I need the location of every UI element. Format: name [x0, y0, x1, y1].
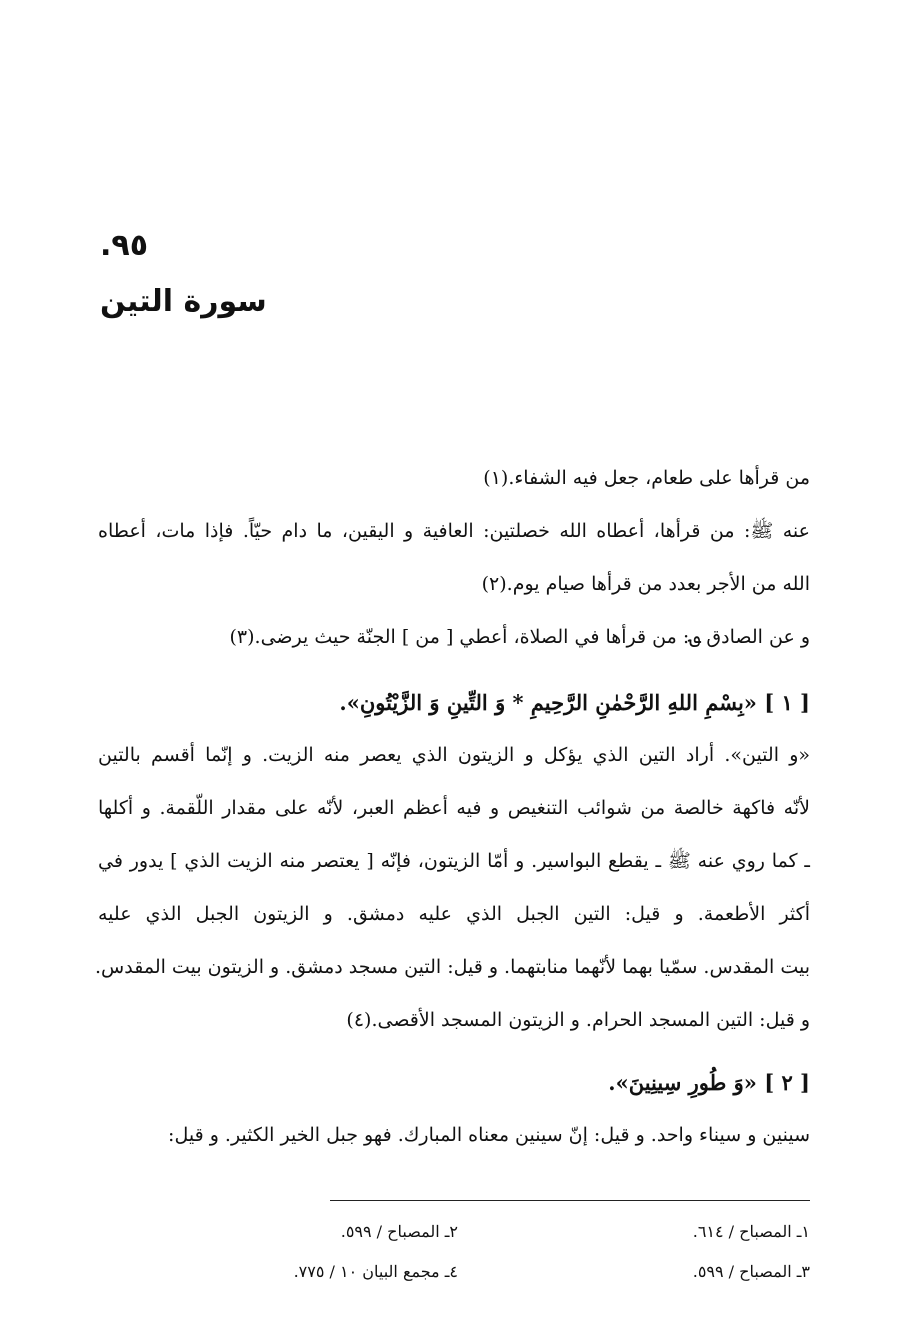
footnote-1: ١ـ المصباح / ٦١٤. — [692, 1222, 810, 1241]
commentary-line: «و التين». أراد التين الذي يؤكل و الزيتون الذي يعصر منه الزيت. و إنّما أقسم بالتين — [98, 744, 810, 766]
sura-number: .٩٥ — [100, 228, 149, 263]
verse-1-heading: [ ١ ] «بِسْمِ اللهِ الرَّحْمٰنِ الرَّحِيمِ * وَ التِّينِ وَ الزَّيْتُونِ». — [339, 690, 810, 715]
commentary-line: لأنّه فاكهة خالصة من شوائب التنغيص و فيه أعظم العبر، لأنّه على مقدار اللّقمة. و أكلها — [98, 797, 810, 819]
commentary-line: بيت المقدس. سمّيا بهما لأنّهما منابتهما. و قيل: التين مسجد دمشق. و الزيتون بيت المقدس. — [95, 956, 810, 978]
commentary-line: سينين و سيناء واحد. و قيل: إنّ سينين معناه المبارك. فهو جبل الخير الكثير. و قيل: — [168, 1124, 810, 1146]
intro-line: من قرأها على طعام، جعل فيه الشفاء.(١) — [483, 467, 810, 489]
sura-title: سورة التين — [100, 284, 267, 319]
commentary-line: أكثر الأطعمة. و قيل: التين الجبل الذي عليه دمشق. و الزيتون الجبل الذي عليه — [98, 903, 810, 925]
footnote-4: ٤ـ مجمع البيان ١٠ / ٧٧٥. — [293, 1262, 458, 1281]
intro-line: و عن الصادق ؈: من قرأها في الصلاة، أعطي [ من ] الجنّة حيث يرضى.(٣) — [229, 626, 810, 648]
verse-1-section — [95, 676, 810, 1047]
verse-2-section — [98, 1056, 810, 1162]
intro-line: عنه ﷺ: من قرأها، أعطاه الله خصلتين: العافية و اليقين، ما دام حيّاً. فإذا مات، أعطاه — [98, 520, 810, 542]
intro-line: الله من الأجر بعدد من قرأها صيام يوم.(٢) — [481, 573, 810, 595]
footnote-divider — [330, 1200, 810, 1201]
verse-2-heading: [ ٢ ] «وَ طُورِ سِينِينَ». — [608, 1070, 810, 1095]
footnote-3: ٣ـ المصباح / ٥٩٩. — [692, 1262, 810, 1281]
commentary-line: ـ كما روي عنه ﷺ ـ يقطع البواسير. و أمّا الزيتون، فإنّه [ يعتصر منه الزيت الذي ] يدور في — [98, 850, 810, 872]
footnote-2: ٢ـ المصباح / ٥٩٩. — [340, 1222, 458, 1241]
commentary-line: و قيل: التين المسجد الحرام. و الزيتون المسجد الأقصى.(٤) — [346, 1009, 810, 1031]
intro-hadiths — [98, 452, 810, 664]
